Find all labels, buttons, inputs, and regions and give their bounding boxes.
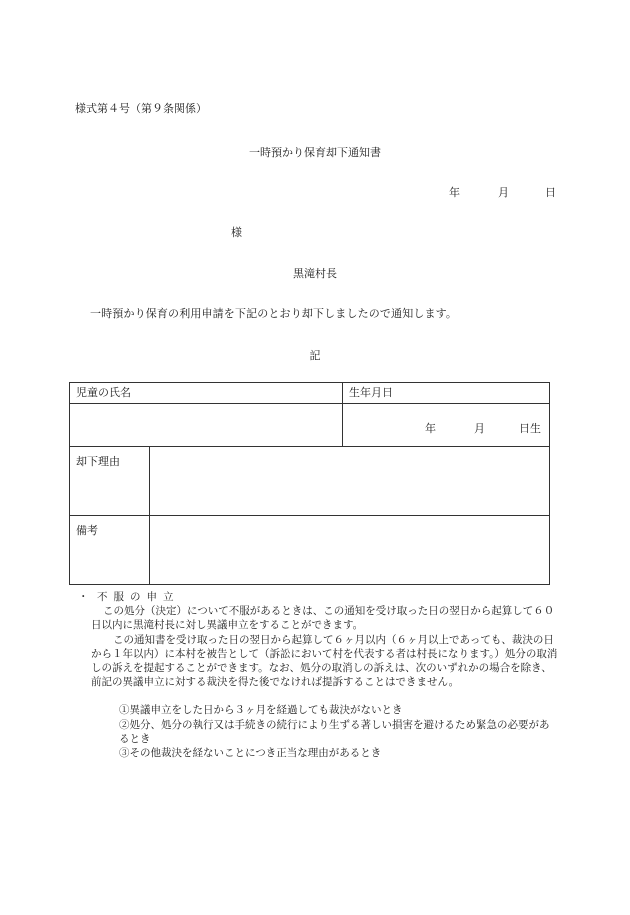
child-name-label: 児童の氏名 bbox=[70, 383, 343, 404]
appeal-paragraph-2: この通知書を受け取った日の翌日から起算して６ヶ月以内（６ヶ月以上であっても、裁決の日から１年以内）に本村を被告として（訴訟において村を代表する者は村長になります。）処分の取消しの訴えを提起することができます。なお、処分の取消しの訴えは、次のいずれかの場合を除き、前記の異議申立に対する裁決を得た後でなければ提訴することはできません。 bbox=[91, 633, 558, 689]
birth-year-label: 年 bbox=[425, 422, 436, 435]
remarks-value bbox=[150, 516, 550, 585]
reason-row bbox=[70, 447, 550, 516]
birthdate-value bbox=[343, 404, 550, 447]
table-header-row bbox=[70, 383, 550, 404]
addressee-suffix: 様 bbox=[231, 226, 242, 239]
table-value-row bbox=[70, 404, 550, 447]
exception-list bbox=[78, 703, 558, 760]
date-month-label: 月 bbox=[498, 186, 509, 199]
appeal-bullet: ・ bbox=[78, 591, 89, 603]
issuer-name: 黒滝村長 bbox=[293, 267, 337, 280]
remarks-label: 備考 bbox=[70, 516, 150, 585]
appeal-heading: 不服の申立 bbox=[97, 591, 180, 603]
exception-item-2: ②処分、処分の執行又は手続きの続行により生ずる著しい損害を避けるため緊急の必要があるとき bbox=[119, 718, 550, 745]
date-year-label: 年 bbox=[449, 186, 460, 199]
exception-item-1: ①異議申立をした日から３ヶ月を経過しても裁決がないとき bbox=[119, 704, 403, 717]
ki-heading: 記 bbox=[309, 349, 321, 362]
form-number: 様式第４号（第９条関係） bbox=[75, 102, 207, 115]
reason-value bbox=[150, 447, 550, 516]
appeal-section bbox=[78, 590, 558, 760]
reason-label: 却下理由 bbox=[70, 447, 150, 516]
birth-month-label: 月 bbox=[474, 422, 485, 435]
date-day-label: 日 bbox=[545, 186, 556, 199]
appeal-paragraph-1: この処分（決定）について不服があるときは、この通知を受け取った日の翌日から起算して６０日以内に黒滝村長に対し異議申立をすることができます。 bbox=[91, 605, 555, 632]
document-title: 一時預かり保育却下通知書 bbox=[249, 146, 381, 159]
notice-table bbox=[69, 382, 550, 585]
birth-day-label: 日生 bbox=[519, 422, 541, 435]
birthdate-label: 生年月日 bbox=[343, 383, 550, 404]
child-name-value bbox=[70, 404, 343, 447]
remarks-row bbox=[70, 516, 550, 585]
exception-item-3: ③その他裁決を経ないことにつき正当な理由があるとき bbox=[119, 747, 382, 760]
intro-text: 一時預かり保育の利用申請を下記のとおり却下しましたので通知します。 bbox=[90, 307, 458, 320]
